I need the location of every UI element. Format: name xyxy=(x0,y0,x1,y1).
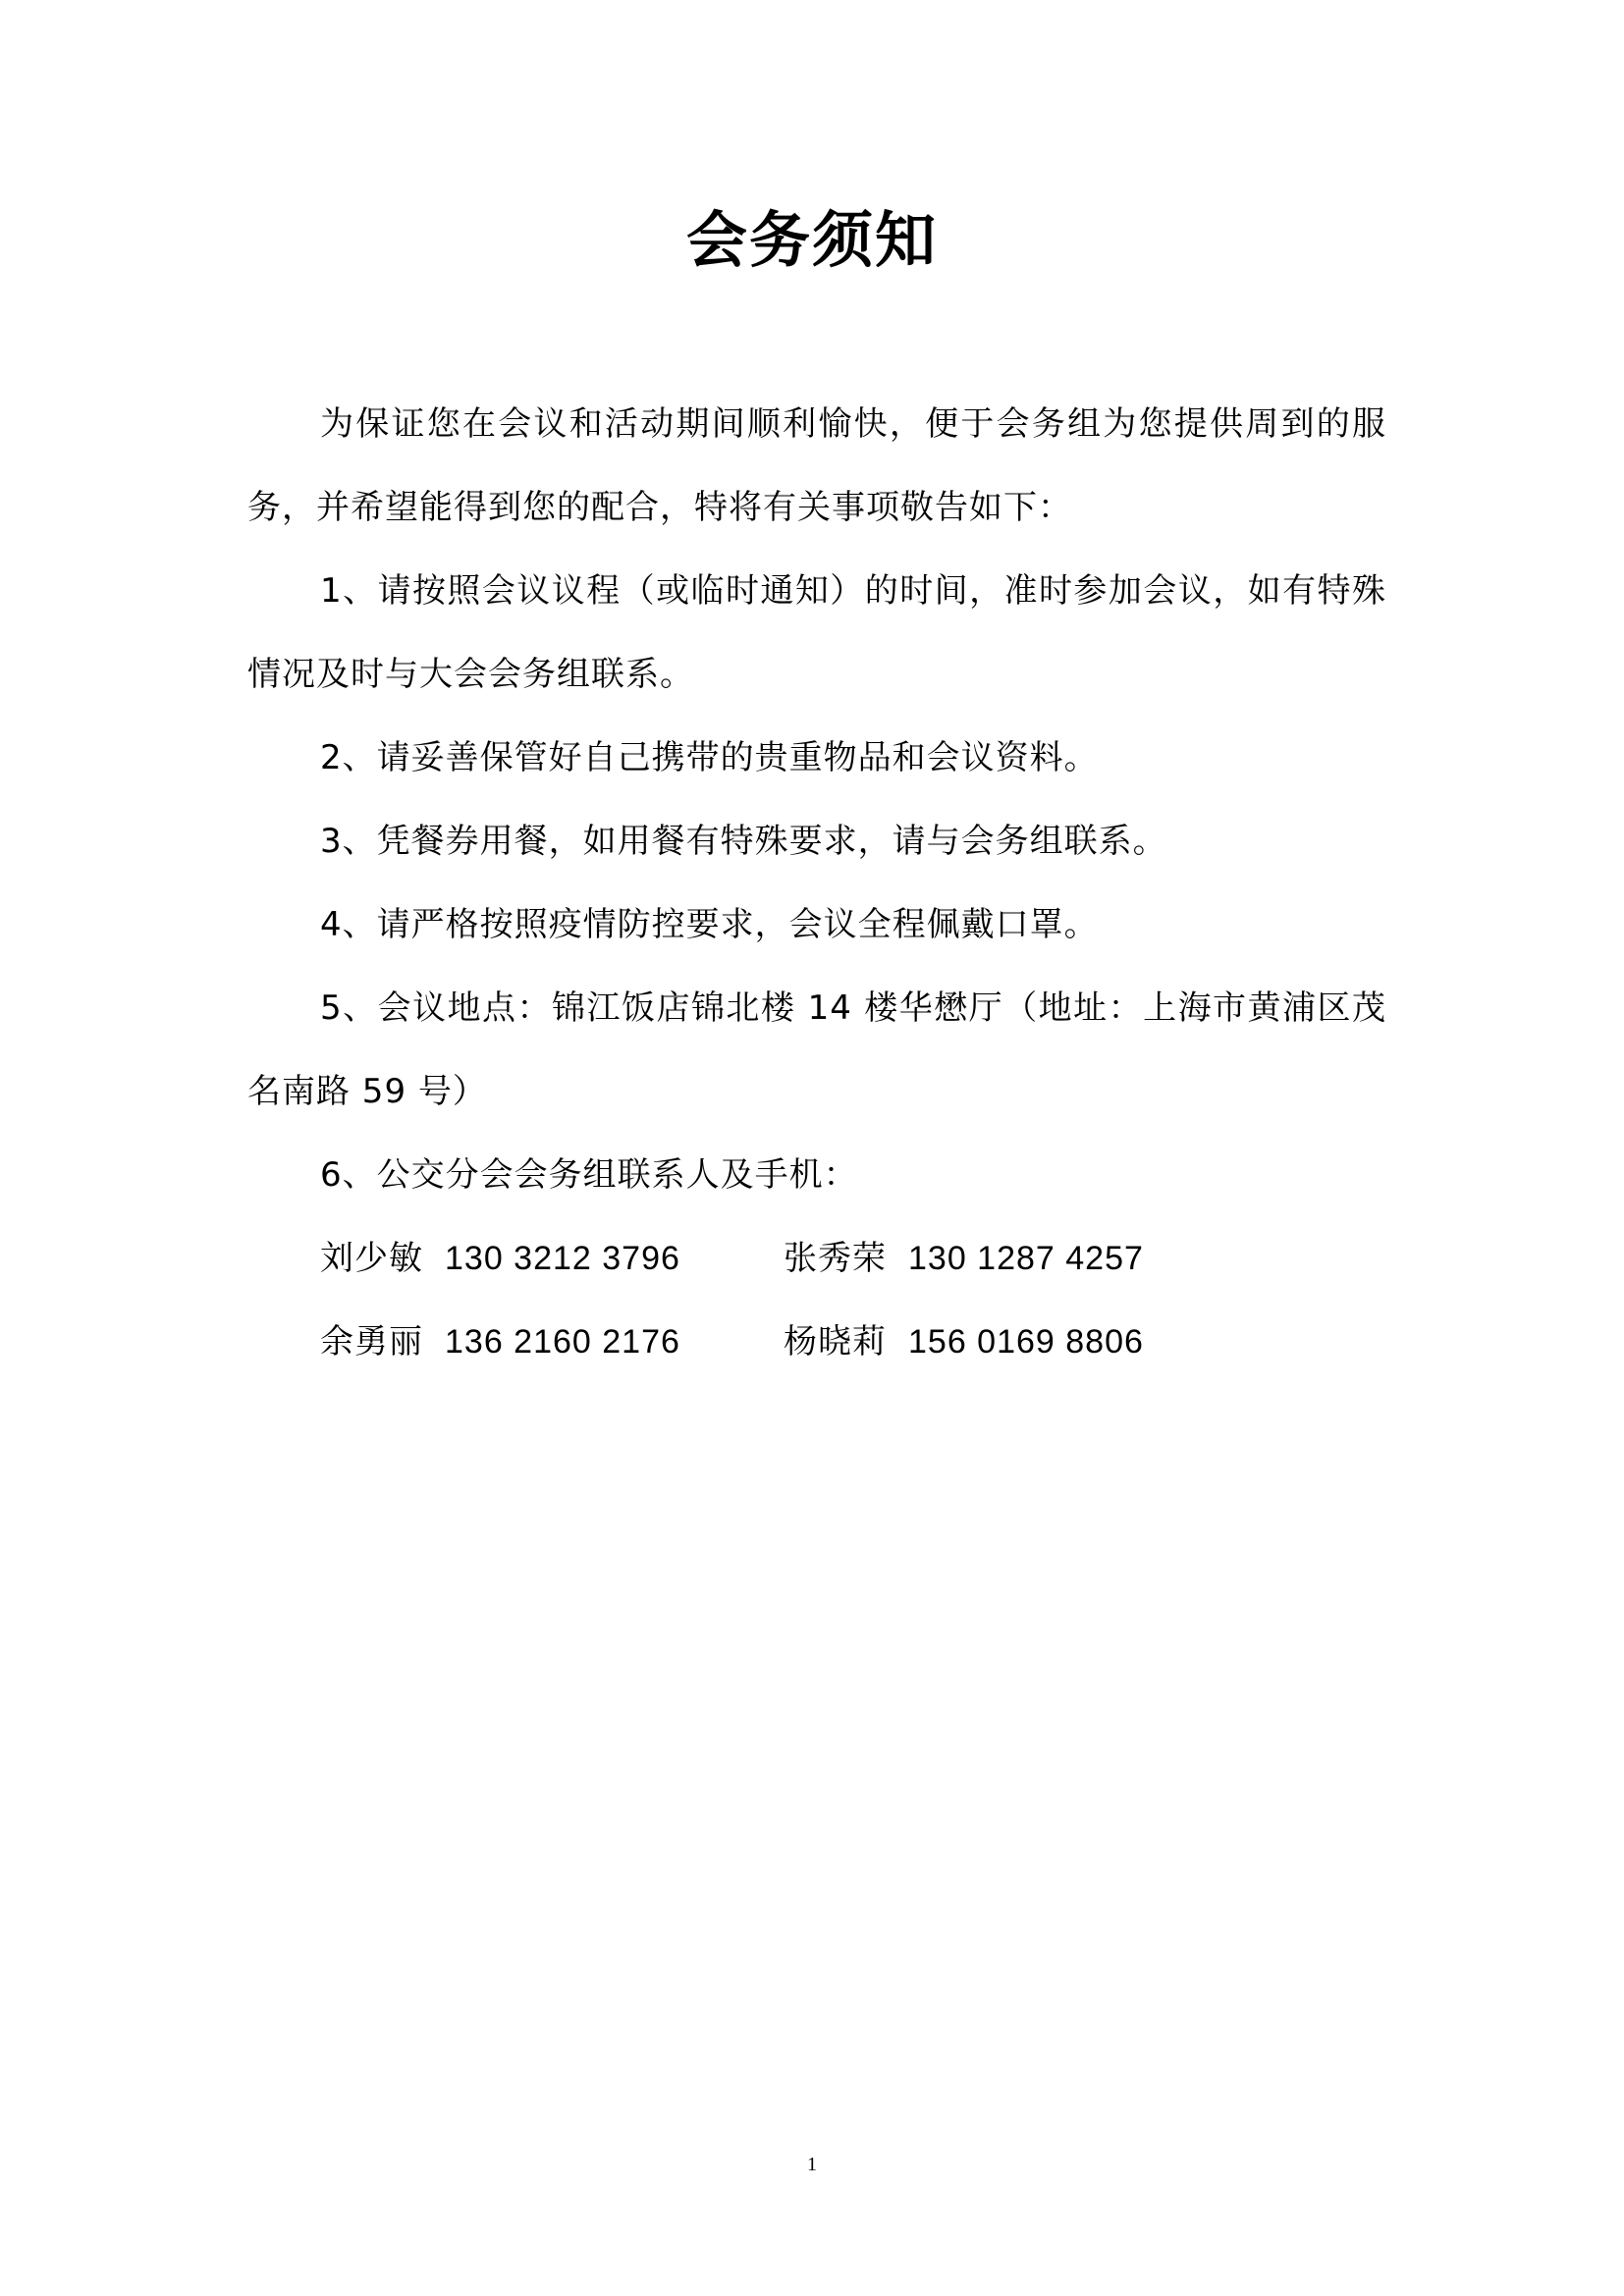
contact-phone: 130 1287 4257 xyxy=(908,1240,1144,1277)
intro-paragraph: 为保证您在会议和活动期间顺利愉快，便于会务组为您提供周到的服务，并希望能得到您的配合，特将有关事项敬告如下： xyxy=(247,404,1386,527)
contact-phone: 130 3212 3796 xyxy=(445,1240,680,1277)
item-5: 5、会议地点：锦江饭店锦北楼 14 楼华懋厅（地址：上海市黄浦区茂名南路 59 号） xyxy=(247,988,1386,1111)
item-4: 4、请严格按照疫情防控要求，会议全程佩戴口罩。 xyxy=(320,905,1099,944)
document-title: 会务须知 xyxy=(685,204,938,276)
item-2: 2、请妥善保管好自己携带的贵重物品和会议资料。 xyxy=(320,738,1099,777)
item-6: 6、公交分会会务组联系人及手机： xyxy=(320,1155,858,1195)
contact-row xyxy=(247,1301,1386,1384)
item-3: 3、凭餐券用餐，如用餐有特殊要求，请与会务组联系。 xyxy=(320,822,1167,861)
contact-entry xyxy=(320,1301,784,1384)
contact-entry xyxy=(320,1217,784,1301)
document-body xyxy=(247,383,1386,1384)
contact-phone: 136 2160 2176 xyxy=(445,1323,680,1361)
contact-name: 张秀荣 xyxy=(784,1239,887,1278)
contact-entry xyxy=(784,1217,1144,1301)
contact-row xyxy=(247,1217,1386,1301)
page-number: 1 xyxy=(807,2154,817,2175)
item-1: 1、请按照会议议程（或临时通知）的时间，准时参加会议，如有特殊情况及时与大会会务组联系。 xyxy=(247,571,1386,694)
contact-entry xyxy=(784,1301,1144,1384)
contact-name: 余勇丽 xyxy=(320,1322,423,1362)
contact-list xyxy=(247,1217,1386,1384)
contact-name: 杨晓莉 xyxy=(784,1322,887,1362)
contact-name: 刘少敏 xyxy=(320,1239,423,1278)
contact-phone: 156 0169 8806 xyxy=(908,1323,1144,1361)
